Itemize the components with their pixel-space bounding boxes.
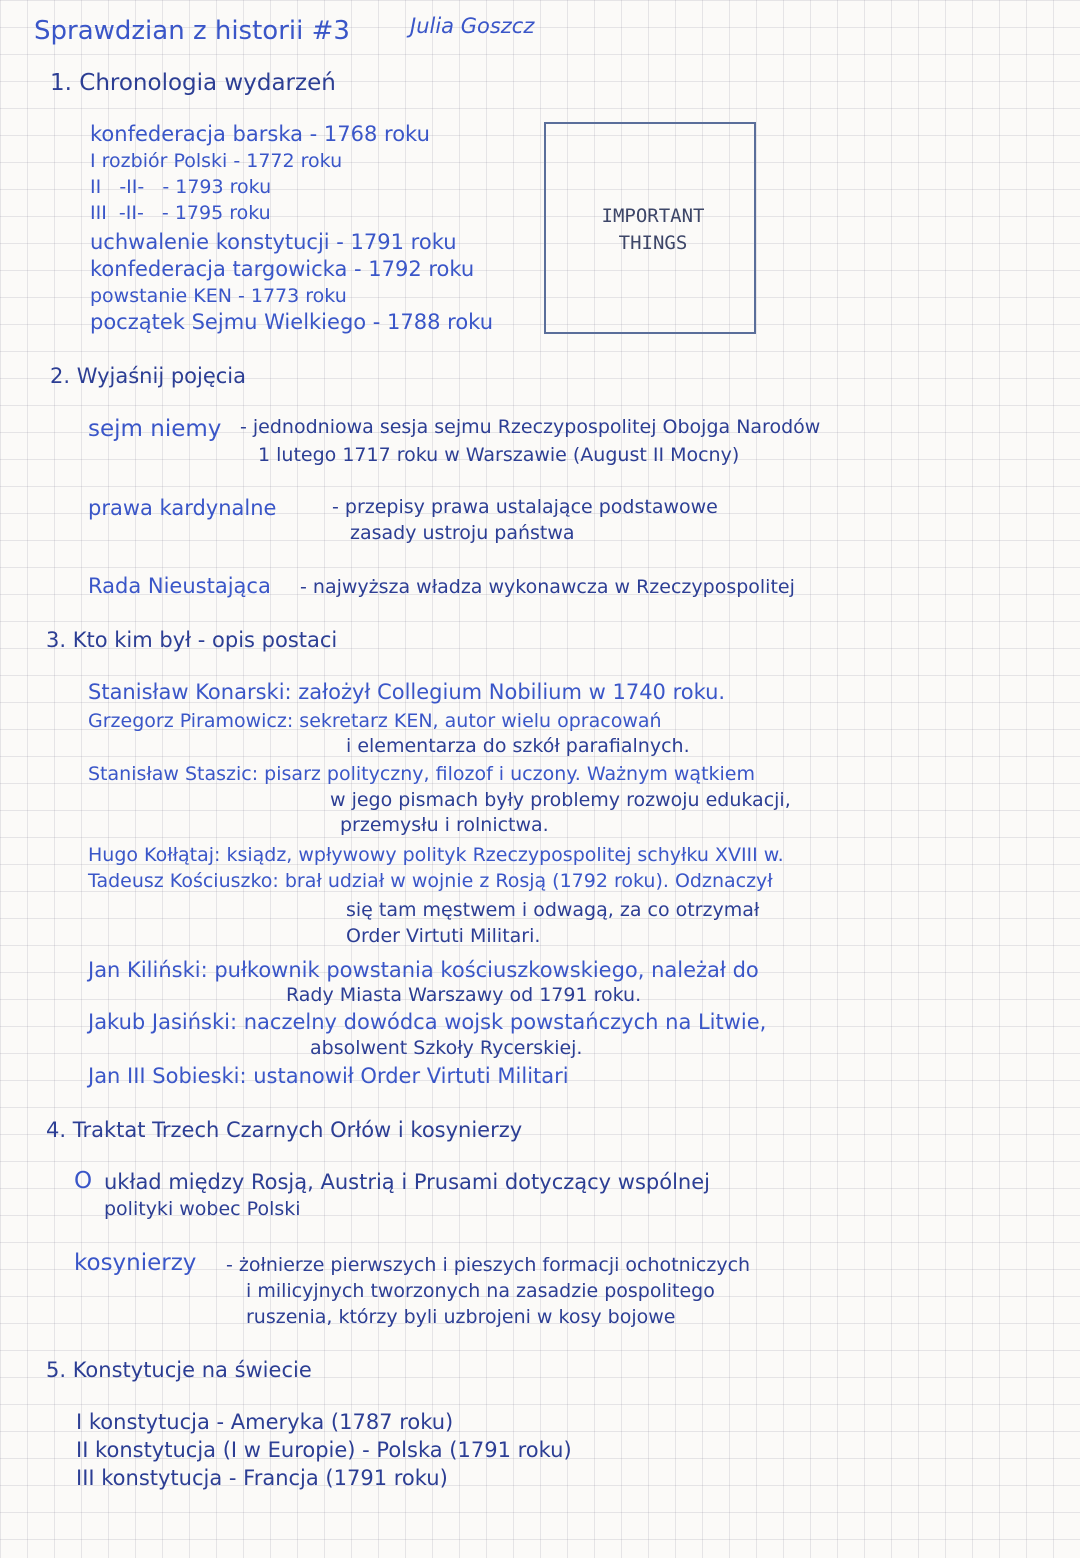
treaty-definition: polityki wobec Polski <box>104 1198 301 1220</box>
figure-line: Stanisław Staszic: pisarz polityczny, filozof i uczony. Ważnym wątkiem <box>88 763 756 785</box>
chronology-item: powstanie KEN - 1773 roku <box>90 285 347 307</box>
term-sejm-niemy: sejm niemy <box>88 416 222 442</box>
box-corner <box>544 122 568 146</box>
figure-line: Rady Miasta Warszawy od 1791 roku. <box>286 984 642 1006</box>
figure-line: Grzegorz Piramowicz: sekretarz KEN, autor wielu opracowań <box>88 710 662 732</box>
figure-line: Jakub Jasiński: naczelny dowódca wojsk powstańczych na Litwie, <box>88 1010 767 1034</box>
box-corner <box>544 310 568 334</box>
chronology-item: I rozbiór Polski - 1772 roku <box>90 150 343 172</box>
figure-line: Hugo Kołłątaj: ksiądz, wpływowy polityk Rzeczypospolitej schyłku XVIII w. <box>88 844 784 866</box>
figure-line: i elementarza do szkół parafialnych. <box>346 735 690 757</box>
section-2-heading: 2. Wyjaśnij pojęcia <box>50 364 247 388</box>
chronology-item: konfederacja barska - 1768 roku <box>90 122 430 146</box>
section-4-heading: 4. Traktat Trzech Czarnych Orłów i kosynierzy <box>46 1118 523 1142</box>
definition-line: - jednodniowa sesja sejmu Rzeczypospolitej Obojga Narodów <box>240 416 821 438</box>
box-corner <box>732 122 756 146</box>
definition-line: - najwyższa władza wykonawcza w Rzeczypospolitej <box>300 576 795 598</box>
section-1-heading: 1. Chronologia wydarzeń <box>50 70 336 96</box>
important-line: IMPORTANT <box>601 205 705 227</box>
definition-line: 1 lutego 1717 roku w Warszawie (August II Mocny) <box>258 444 740 466</box>
term-kosynierzy: kosynierzy <box>74 1250 197 1276</box>
figure-line: przemysłu i rolnictwa. <box>340 814 549 836</box>
constitution-line: II konstytucja (I w Europie) - Polska (1791 roku) <box>76 1438 572 1462</box>
treaty-definition: układ między Rosją, Austrią i Prusami dotyczący wspólnej <box>104 1170 710 1194</box>
constitution-line: III konstytucja - Francja (1791 roku) <box>76 1466 448 1490</box>
figure-line: Order Virtuti Militari. <box>346 925 541 947</box>
figure-line: w jego pismach były problemy rozwoju edukacji, <box>330 789 791 811</box>
chronology-item: uchwalenie konstytucji - 1791 roku <box>90 230 457 254</box>
constitution-line: I konstytucja - Ameryka (1787 roku) <box>76 1410 454 1434</box>
chronology-item: III -II- - 1795 roku <box>90 202 271 224</box>
figure-line: Stanisław Konarski: założył Collegium Nobilium w 1740 roku. <box>88 680 726 704</box>
test-title: Sprawdzian z historii #3 <box>34 16 350 46</box>
figure-line: absolwent Szkoły Rycerskiej. <box>310 1037 583 1059</box>
things-line: THINGS <box>618 232 688 254</box>
author-name: Julia Goszcz <box>410 14 535 38</box>
term-prawa-kardynalne: prawa kardynalne <box>88 496 277 520</box>
definition-line: - żołnierze pierwszych i pieszych formacji ochotniczych <box>226 1254 751 1276</box>
section-5-heading: 5. Konstytucje na świecie <box>46 1358 312 1382</box>
bullet-marker: O <box>74 1168 93 1194</box>
box-corner <box>732 310 756 334</box>
definition-line: ruszenia, którzy byli uzbrojeni w kosy bojowe <box>246 1306 676 1328</box>
definition-line: zasady ustroju państwa <box>350 522 575 544</box>
term-rada-nieustajaca: Rada Nieustająca <box>88 574 271 598</box>
section-3-heading: 3. Kto kim był - opis postaci <box>46 628 338 652</box>
important-things-label <box>568 203 738 257</box>
figure-line: Jan Kiliński: pułkownik powstania kościuszkowskiego, należał do <box>88 958 759 982</box>
definition-line: - przepisy prawa ustalające podstawowe <box>332 496 718 518</box>
figure-line: się tam męstwem i odwagą, za co otrzymał <box>346 899 760 921</box>
chronology-item: początek Sejmu Wielkiego - 1788 roku <box>90 310 494 334</box>
figure-line: Jan III Sobieski: ustanowił Order Virtuti Militari <box>88 1064 569 1088</box>
figure-line: Tadeusz Kościuszko: brał udział w wojnie z Rosją (1792 roku). Odznaczył <box>88 870 773 892</box>
definition-line: i milicyjnych tworzonych na zasadzie pospolitego <box>246 1280 715 1302</box>
chronology-item: konfederacja targowicka - 1792 roku <box>90 257 475 281</box>
chronology-item: II -II- - 1793 roku <box>90 176 272 198</box>
